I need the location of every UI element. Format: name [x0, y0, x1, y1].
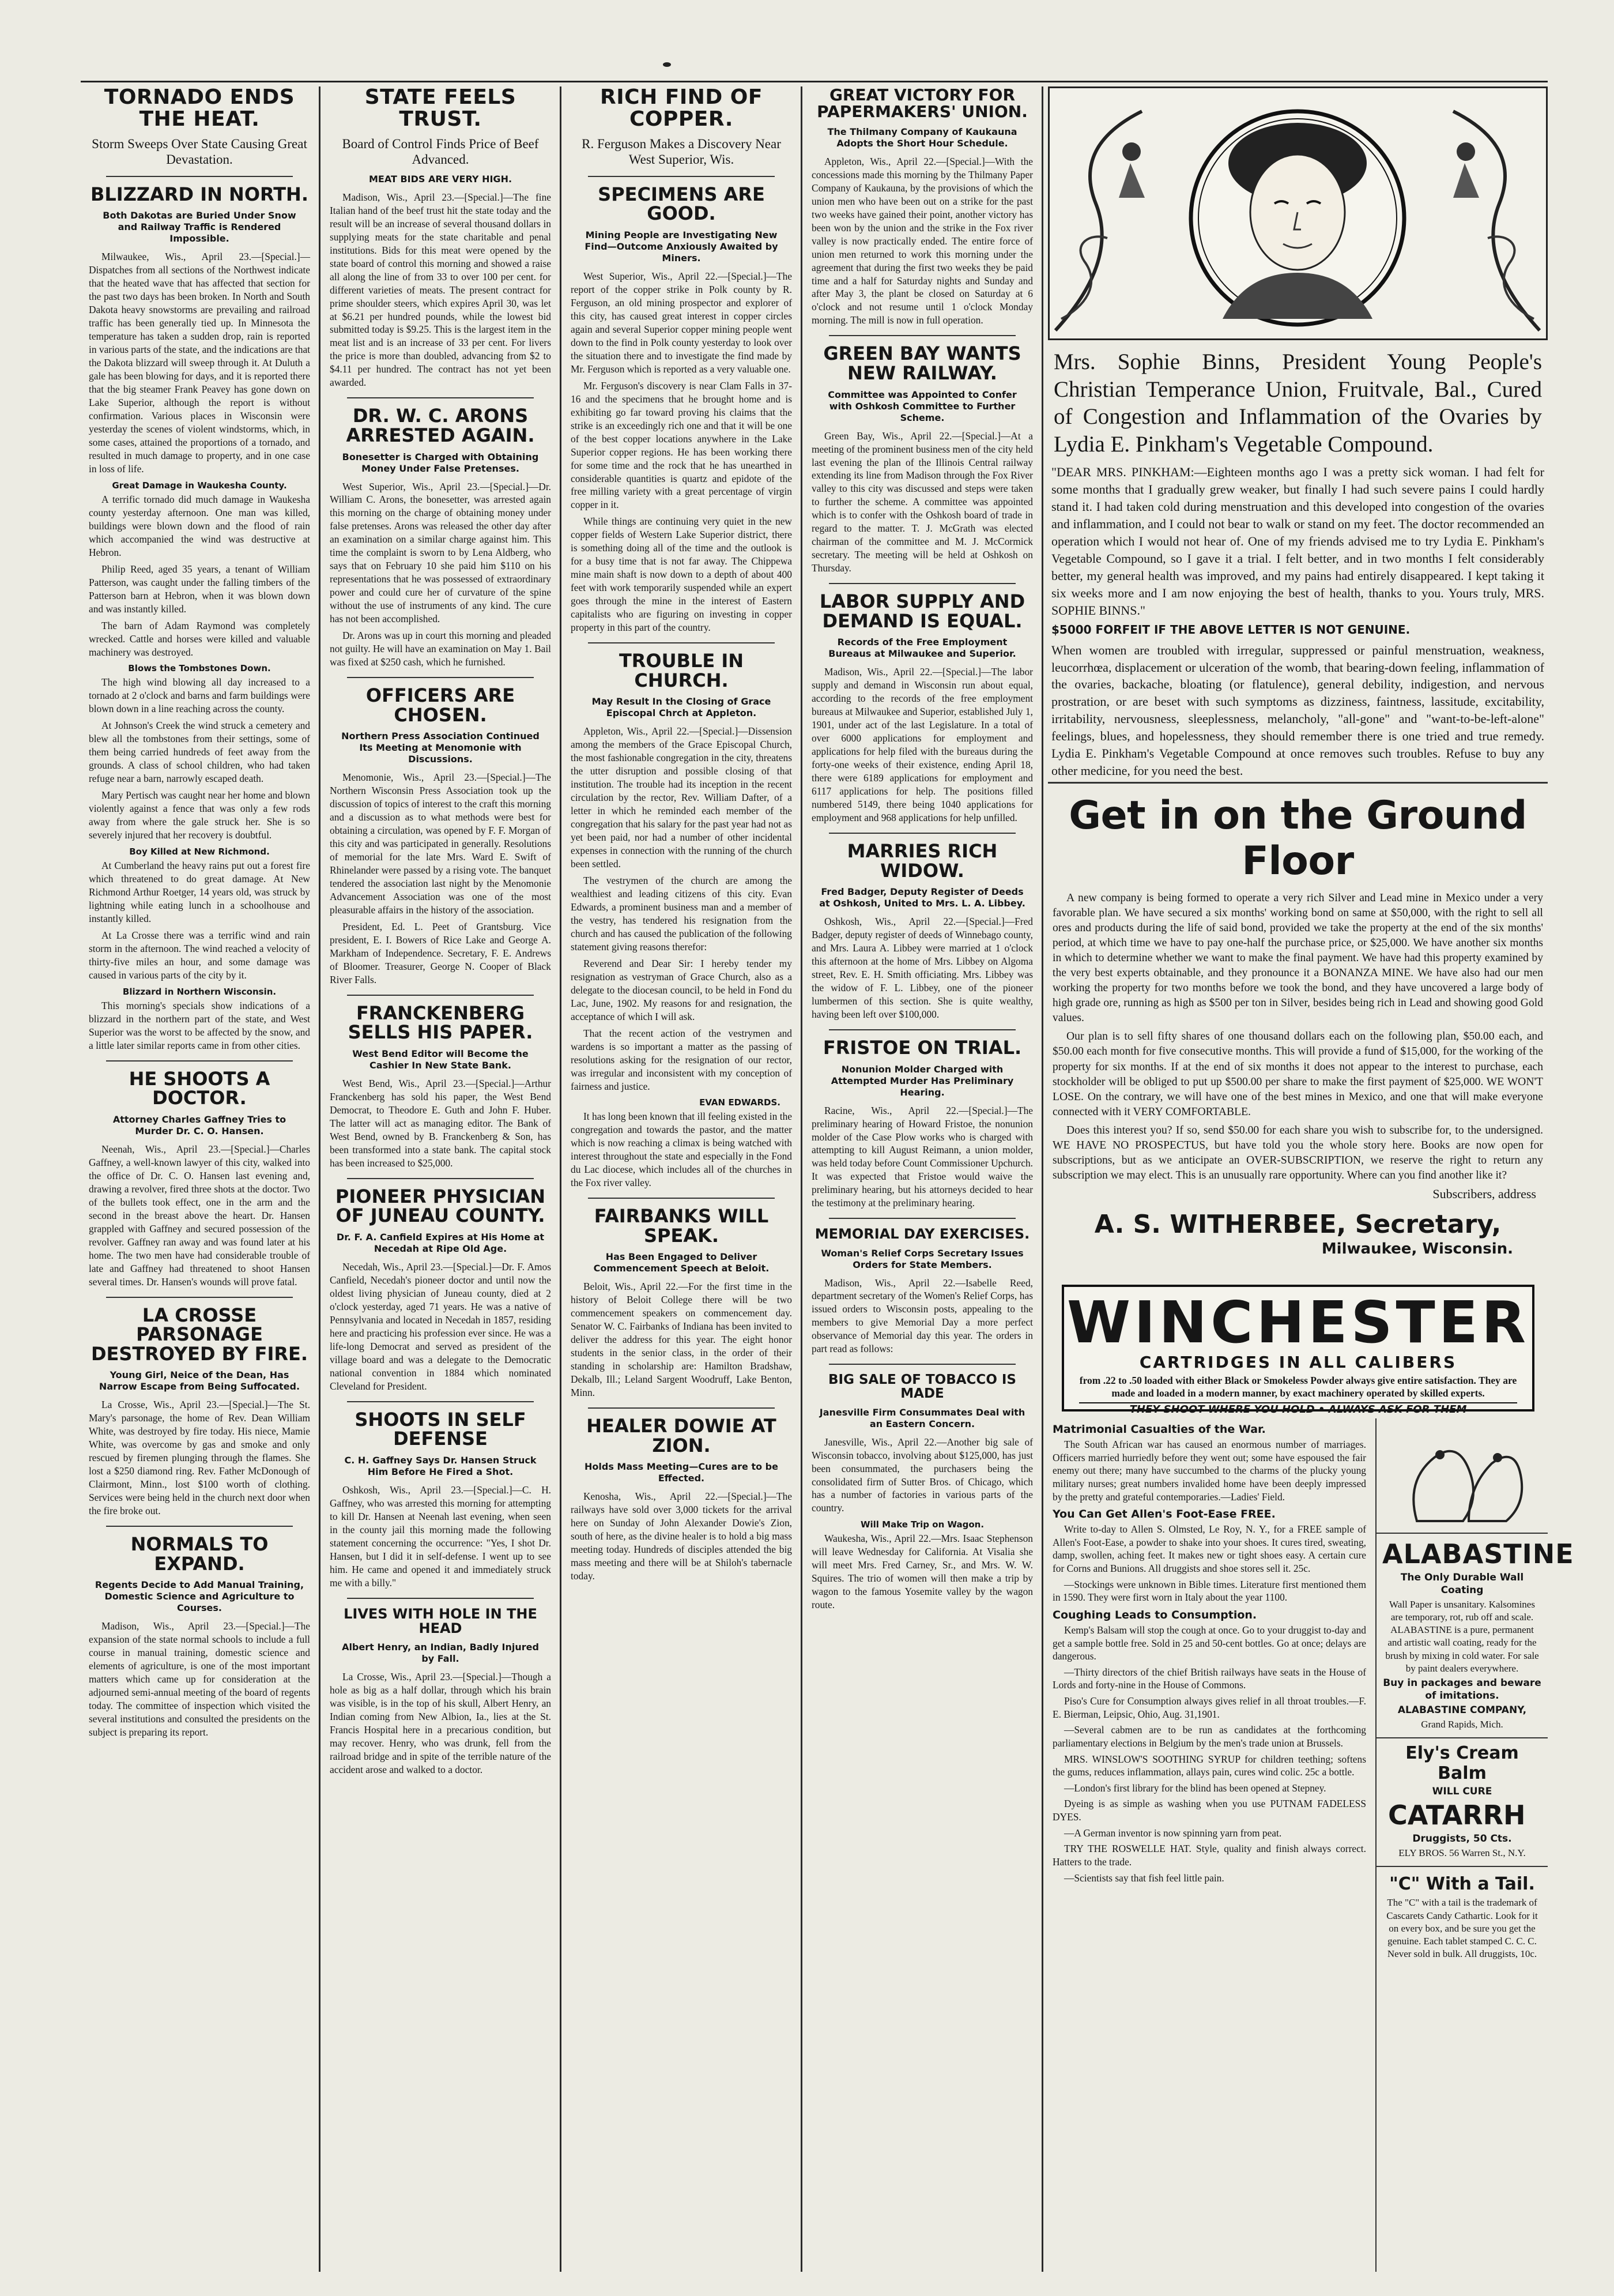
- divider: [588, 642, 775, 643]
- divider: [829, 1364, 1016, 1365]
- divider: [829, 1218, 1016, 1219]
- subhead-tornado: Storm Sweeps Over State Causing Great Devastation.: [92, 136, 307, 167]
- subhead-copper: R. Ferguson Makes a Discovery Near West Superior, Wis.: [582, 136, 781, 167]
- deck-greenbay: Committee was Appointed to Confer with Oshkosh Committee to Further Scheme.: [828, 389, 1017, 423]
- elys-price: Druggists, 50 Cts.: [1412, 1833, 1512, 1845]
- deck-normals: Regents Decide to Add Manual Training, Domestic Science and Agriculture to Courses.: [95, 1579, 304, 1614]
- divider: [347, 397, 534, 398]
- elys-catarrh: CATARRH: [1388, 1800, 1526, 1831]
- secretary-city: Milwaukee, Wisconsin.: [1321, 1240, 1513, 1258]
- headline-fristoe: FRISTOE ON TRIAL.: [823, 1036, 1022, 1059]
- article-paragraph: Dr. Arons was up in court this morning and pleaded not guilty. He will have an examination on May 1. Bail was fixed at $250 cash, which he furnished.: [330, 630, 551, 668]
- headline-doctor: HE SHOOTS A DOCTOR.: [129, 1067, 270, 1109]
- deck-dowie: Holds Mass Meeting—Cures are to be Effected.: [584, 1461, 778, 1484]
- column-3: [563, 86, 800, 2272]
- article-paragraph: West Superior, Wis., April 23.—[Special.]—Dr. William C. Arons, the bonesetter, was arrested again this morning on the charge of obtaining money under false pretenses. Arons was released the other day after an examination on a similar charge against him. This time the complaint is sworn to by Lena Aldberg, who says that on February 10 she paid him $110 on his representations that he was possessed of extraordinary power and could cure her of curvature of the spine without the use of instruments of any kind. The cure has not been accomplished.: [330, 480, 551, 625]
- headline-dowie: HEALER DOWIE AT ZION.: [586, 1415, 776, 1456]
- divider: [347, 995, 534, 996]
- deck-memorial: Woman's Relief Corps Secretary Issues Orders for State Members.: [821, 1247, 1024, 1270]
- portrait-illustration: [1048, 86, 1548, 340]
- article-paragraph: At Cumberland the heavy rains put out a forest fire which threatened to do great damage. At New Richmond Arthur Roetger, 14 years old, was struck by lightning while eating lunch in a schoolhouse and instantly killed.: [89, 860, 310, 924]
- divider: [829, 833, 1016, 834]
- deck-victory: The Thilmany Company of Kaukauna Adopts the Short Hour Schedule.: [827, 126, 1017, 149]
- column-1: [81, 86, 318, 2272]
- portrait-drawing: [1050, 88, 1546, 338]
- divider: [106, 1060, 293, 1062]
- article-paragraph: Janesville, Wis., April 22.—Another big sale of Wisconsin tobacco, involving about $125,000, has just been consummated, the purchasers being the consolidated firm of Sutter Bros. of Chicago, which has a number of factories in various parts of the country.: [812, 1436, 1033, 1514]
- column-4: [804, 86, 1041, 2272]
- article-paragraph: The barn of Adam Raymond was completely wrecked. Cattle and horses were killed and valuable machinery was destroyed.: [89, 619, 310, 658]
- deck-trouble: May Result In the Closing of Grace Episcopal Chrch at Appleton.: [591, 696, 771, 719]
- article-paragraph: Beloit, Wis., April 22.—For the first time in the history of Beloit College there will be two commencement speakers on commencement day. Senator W. C. Fairbanks of Indiana has been invited to deliver the address for this year. The eight honor students in the senior class, in the order of their standing in scholarship are: Hamilton Bradshaw, Dekalb, Ill.; Leland Sargent Woodruff, Lake Benton, Minn.: [571, 1281, 792, 1399]
- headline-officers: OFFICERS ARE CHOSEN.: [365, 684, 515, 726]
- secretary-name: A. S. WITHERBEE, Secretary,: [1094, 1209, 1502, 1239]
- deck-tobacco: Janesville Firm Consummates Deal with an Eastern Concern.: [819, 1406, 1025, 1429]
- headline-tobacco: BIG SALE OF TOBACCO IS MADE: [828, 1372, 1016, 1402]
- divider: [588, 1407, 775, 1409]
- elys-address: ELY BROS. 56 Warren St., N.Y.: [1398, 1847, 1526, 1859]
- divider: [588, 176, 775, 177]
- alabastine-title: ALABASTINE: [1382, 1538, 1574, 1569]
- column-rule: [801, 86, 802, 2272]
- headline-normals: NORMALS TO EXPAND.: [130, 1533, 269, 1575]
- divider: [347, 1401, 534, 1402]
- divider: [588, 1198, 775, 1199]
- alabastine-sub: The Only Durable Wall Coating: [1400, 1572, 1524, 1597]
- deck-fairbanks: Has Been Engaged to Deliver Commencement Speech at Beloit.: [593, 1251, 770, 1274]
- deck-franckenberg: West Bend Editor will Become the Cashier In New State Bank.: [352, 1048, 529, 1071]
- column-2: [322, 86, 559, 2272]
- subscribers-address: Subscribers, address: [1432, 1186, 1536, 1201]
- miscellany-column: [1048, 1418, 1371, 2272]
- deck-officers: Northern Press Association Continued Its Meeting at Menomonie with Discussions.: [341, 731, 540, 765]
- article-paragraph: Milwaukee, Wis., April 23.—[Special.]—Dispatches from all sections of the Northwest indicate that the heated wave that has affected that section for the past two days has been broken. In North and South Dakota heavy snowstorms are prevailing and railroad traffic has been generally tied up. In Minnesota the temperature has taken a sudden drop, rain is reported in various parts of the state, and the indications are that the Dakota blizzard will sweep through it. At Duluth a gale has been blowing for days, and it is reported there that the big steamer Frank Peavey has gone down on Lake Superior, although the report is without confirmation. Various places in Wisconsin were yesterday the scenes of violent windstorms, which, in some cases, attained the proportions of a tornado, and resulted in much damage to property, and in one case in loss of life.: [89, 251, 310, 475]
- headline-arons: DR. W. C. ARONS ARRESTED AGAIN.: [346, 405, 535, 446]
- headline-hole: LIVES WITH HOLE IN THE HEAD: [344, 1605, 537, 1636]
- column-rule: [319, 86, 320, 2272]
- article-paragraph: Neenah, Wis., April 23.—[Special.]—Charles Gaffney, a well-known lawyer of this city, walked into the office of Dr. C. O. Hansen last evening and, drawing a revolver, fired three shots at the doctor. Two of the bullets took effect, one in the arm and the second in the breast above the heart. Dr. Hansen grappled with Gaffney and secured possession of the revolver. Gaffney ran away and was found later at his home. The two men have had considerable trouble of late and Gaffney had threatened to shoot Hansen several times. Dr. Hansen's wounds will prove fatal.: [89, 1143, 310, 1288]
- cascarets-advertisement: [1377, 1867, 1548, 1966]
- column-rule: [1042, 86, 1043, 2272]
- article-paragraph: Appleton, Wis., April 22.—[Special.]—With the concessions made this morning by the Thilmany Paper Company of Kaukauna, by the provisions of which the union men who have been out on a strike for the past two weeks have gained their point, another victory has been won by the union and the strike in the Fox river valley is now practically ended. The entire force of union men returned to work this morning under the agreement that during the first two weeks they be paid time and a half for Saturday nights and Sunday and after May 3, the plant be closed on Saturday at 6 o'clock and not resume until 1 o'clock Monday morning. The mill is now in full operation.: [812, 155, 1033, 326]
- article-paragraph: The vestrymen of the church are among the wealthiest and leading citizens of this city. Evan Edwards, a prominent business man and a member of the vestry, has tendered his resignation from the church and has caused the publication of the following statement giving reasons therefor:: [571, 874, 792, 953]
- divider: [829, 1029, 1016, 1030]
- ground-paragraph: Our plan is to sell fifty shares of one thousand dollars each on the following plan, $50.00 each, and $50.00 each month for five consecutive months. This will provide a fund of $15,000, for the working of the property for six months. If at the end of six months it does not appear to the interest to purchase, each stockholder will be obliged to put up $500.00 per share to make the first payment of $25,000. WE WON'T LOSE. On the contrary, we will have one of the best mines in Mexico, and one that will make everyone connected with it VERY COMFORTABLE.: [1053, 1030, 1543, 1118]
- small-ads-column: [1375, 1418, 1574, 2272]
- article-paragraph: La Crosse, Wis., April 23.—[Special.]—Though a hole as big as a half dollar, through which his brain was visible, is in the top of his skull, Albert Henry, an Indian coming from New Albion, Ia., lies at the St. Francis Hospital here in a precarious condition, but may recover. Henry, who was drunk, fell from the railroad bridge and in spite of the terrible nature of the accident arose and walked to a doctor.: [330, 1670, 551, 1775]
- article-paragraph: Oshkosh, Wis., April 22.—[Special.]—Fred Badger, deputy register of deeds of Winnebago county, and Mrs. Laura A. Libbey were married at 1 o'clock this afternoon at the home of Mrs. Libbey on Algoma street, Rev. E. H. Smith officiating. Mrs. Libbey was the widow of F. L. Libbey, one of the pioneer lumbermen of this section. She is quite wealthy, having been left over $100,000.: [812, 916, 1033, 1020]
- section-head: Great Damage in Waukesha County.: [112, 480, 287, 491]
- misc-paragraph: Kemp's Balsam will stop the cough at once. Go to your druggist to-day and get a sample bottle free. Sold in 25 and 50-cent bottles. Go at once; delays are dangerous.: [1053, 1624, 1366, 1662]
- article-paragraph: Reverend and Dear Sir: I hereby tender my resignation as vestryman of Grace Church, also as a delegate to the diocesan council, to be held in Fond du Lac, June, 1902. My reasons for and resignation, the acceptance of which I will ask.: [571, 957, 792, 1022]
- misc-paragraph: Dyeing is as simple as washing when you use PUTNAM FADELESS DYES.: [1053, 1798, 1366, 1823]
- headline-greenbay: GREEN BAY WANTS NEW RAILWAY.: [823, 342, 1021, 384]
- foot-icon: [1382, 1423, 1538, 1527]
- misc-head: Matrimonial Casualties of the War.: [1053, 1423, 1266, 1436]
- misc-paragraph: —Scientists say that fish feel little pain.: [1064, 1872, 1224, 1884]
- deck-doctor: Attorney Charles Gaffney Tries to Murder Dr. C. O. Hansen.: [112, 1113, 286, 1136]
- article-paragraph: A terrific tornado did much damage in Waukesha county yesterday afternoon. One man was killed, buildings were blown down and the flood of rain which accompanied the wind was destructive at Hebron.: [89, 493, 310, 558]
- article-paragraph: West Superior, Wis., April 22.—[Special.]—The report of the copper strike in Polk county by R. Ferguson, an old mining prospector and explorer of this city, has caused great interest in copper circles again and several Superior copper mining people went down to the find in Polk county yesterday to look over the situation there and to investigate the find made by Mr. Ferguson which is reported as a very valuable one.: [571, 270, 792, 375]
- pinkham-letter: "DEAR MRS. PINKHAM:—Eighteen months ago I was a pretty sick woman. I had felt for some months that I gradually grew weaker, but finally I had such severe pains I could hardly stand it. I had taken cold during menstruation and this developed into congestion of the ovaries and inflammation, and I could not bear to walk or stand on my feet. The doctor recommended an operation which I would not hear of. One of my friends advised me to try Lydia E. Pinkham's Vegetable Compound, so I gave it a trial. I felt better, and in two months I felt considerably better, my general health was improved, and my pains had entirely disappeared. I kept taking it six weeks more and I am now enjoying the best of health, thanks to you. Yours truly, MRS. SOPHIE BINNS.": [1051, 465, 1544, 618]
- signature: EVAN EDWARDS.: [699, 1097, 780, 1108]
- headline-specimens: SPECIMENS ARE GOOD.: [598, 183, 765, 225]
- winchester-subtitle: CARTRIDGES IN ALL CALIBERS: [1139, 1353, 1457, 1372]
- ground-floor-title: Get in on the Ground Floor: [1069, 793, 1527, 884]
- alabastine-body: Wall Paper is unsanitary. Kalsomines are temporary, rot, rub off and scale. ALABASTINE is a pure, permanent and artistic wall coating, ready for the brush by mixing in cold water. For sale by paint dealers everywhere.: [1385, 1599, 1539, 1674]
- article-paragraph: La Crosse, Wis., April 23.—[Special.]—The St. Mary's parsonage, the home of Rev. Dean William White, was destroyed by fire today. His niece, Mamie White, was overcome by gas and smoke and only rescued by firemen plunging through the flames. She lost a $250 diamond ring. Rev. Father McDonough of Clairmont, Minn., lost $100 worth of clothing. Services were being held in the church next door when the fire broke out.: [89, 1399, 310, 1517]
- section-head: Will Make Trip on Wagon.: [860, 1519, 985, 1530]
- misc-paragraph: Write to-day to Allen S. Olmsted, Le Roy, N. Y., for a FREE sample of Allen's Foot-Ease, a powder to shake into your shoes. It cures tired, sweating, damp, swollen, aching feet. It makes new or tight shoes easy. A certain cure for Corns and Bunions. All druggists and shoe stores sell it. 25c.: [1053, 1523, 1366, 1574]
- article-paragraph: At La Crosse there was a terrific wind and rain storm in the afternoon. The wind reached a velocity of thirty-five miles an hour, and some damage was caused in various parts of the city by it.: [89, 929, 310, 981]
- misc-paragraph: TRY THE ROSWELLE HAT. Style, quality and finish always correct. Hatters to the trade.: [1053, 1843, 1366, 1868]
- deck-fristoe: Nonunion Molder Charged with Attempted Murder Has Preliminary Hearing.: [831, 1063, 1014, 1098]
- ornament-dot: [663, 62, 671, 67]
- article-paragraph: The high wind blowing all day increased to a tornado at 2 o'clock and barns and farm buildings were blown down in a line reaching across the county.: [89, 676, 310, 715]
- headline-memorial: MEMORIAL DAY EXERCISES.: [814, 1226, 1030, 1243]
- deck-pioneer: Dr. F. A. Canfield Expires at His Home at Necedah at Ripe Old Age.: [336, 1231, 545, 1254]
- article-paragraph: Necedah, Wis., April 23.—[Special.]—Dr. F. Amos Canfield, Necedah's pioneer doctor and until now the oldest living physician of Juneau county, died at 2 o'clock yesterday, aged 71 years. He was a native of Pennsylvania and located in Necedah in 1857, residing here and practicing his profession ever since. He was a life-long Democrat and served as president of the village board and was a delegate to the Democratic national convention in 1884 which nominated Cleveland for President.: [330, 1260, 551, 1392]
- deck-widow: Fred Badger, Deputy Register of Deeds at Oshkosh, United to Mrs. L. A. Libbey.: [819, 886, 1025, 909]
- headline-selfdefense: SHOOTS IN SELF DEFENSE: [355, 1408, 526, 1450]
- misc-paragraph: MRS. WINSLOW'S SOOTHING SYRUP for children teething; softens the gums, reduces inflammation, allays pain, cures wind colic. 25c a bottle.: [1053, 1753, 1366, 1778]
- headline-victory: GREAT VICTORY FOR PAPERMAKERS' UNION.: [817, 85, 1028, 122]
- column-rule: [560, 86, 561, 2272]
- divider: [347, 1598, 534, 1599]
- article-paragraph: Waukesha, Wis., April 22.—Mrs. Isaac Stephenson will leave Wednesday for California. At Visalia she will meet Mrs. Fred Carney, Sr., and Mrs. W. W. Squires. The trio of women will then make a trip by wagon to the famous Yosemite valley by the wagon route.: [812, 1533, 1033, 1611]
- misc-paragraph: —Stockings were unknown in Bible times. Literature first mentioned them in 1590. They were first worn in Italy about the year 1100.: [1053, 1578, 1366, 1604]
- article-paragraph: It has long been known that ill feeling existed in the congregation and towards the pastor, and the matter which is now reaching a climax is being watched with interest throughout the state and especially in the Fond du Lac diocese, which includes all of the churches in the Fox river valley.: [571, 1111, 792, 1189]
- misc-head: You Can Get Allen's Foot-Ease FREE.: [1053, 1508, 1276, 1521]
- deck-selfdefense: C. H. Gaffney Says Dr. Hansen Struck Him Before He Fired a Shot.: [344, 1454, 537, 1477]
- section-head: Boy Killed at New Richmond.: [129, 846, 270, 857]
- divider: [829, 335, 1016, 336]
- pinkham-forfeit: $5000 FORFEIT IF THE ABOVE LETTER IS NOT GENUINE.: [1051, 623, 1411, 637]
- deck-hole: Albert Henry, an Indian, Badly Injured by Fall.: [342, 1641, 539, 1664]
- headline-trouble: TROUBLE IN CHURCH.: [619, 650, 744, 691]
- divider: [106, 1297, 293, 1298]
- headline-tornado: TORNADO ENDS THE HEAT.: [104, 85, 295, 131]
- headline-copper: RICH FIND OF COPPER.: [600, 85, 763, 131]
- pinkham-closing: When women are troubled with irregular, suppressed or painful menstruation, weakness, leucorrhœa, displacement or ulceration of the womb, that bearing-down feeling, inflammation of the ovaries, backache, bloating (or flatulence), general debility, indigestion, and nervous prostration, or are beset with such symptoms as dizziness, faintness, lassitude, excitability, irritability, nervousness, sleeplessness, melancholy, "all-gone" and "want-to-be-left-alone" feelings, blues, and hopelessness, they should remember there is one tried and true remedy. Lydia E. Pinkham's Vegetable Compound at once removes such troubles. Refuse to buy any other medicine, for you need the best.: [1051, 642, 1544, 778]
- article-paragraph: This morning's specials show indications of a blizzard in the northern part of the state, and West Superior was the worst to be affected by the snow, and a little later similar reports came in from other cities.: [89, 999, 310, 1051]
- feet-illustration: [1377, 1418, 1548, 1534]
- alabastine-company: ALABASTINE COMPANY,: [1397, 1704, 1527, 1716]
- divider: [106, 1526, 293, 1527]
- elys-sub: WILL CURE: [1432, 1786, 1492, 1798]
- winchester-advertisement: [1062, 1285, 1534, 1416]
- misc-paragraph: —A German inventor is now spinning yarn from peat.: [1064, 1827, 1282, 1839]
- article-paragraph: Philip Reed, aged 35 years, a tenant of William Patterson, was caught under the falling timbers of the Patterson barn at Hebron, when it was blown down and was instantly killed.: [89, 563, 310, 615]
- article-paragraph: Racine, Wis., April 22.—[Special.]—The preliminary hearing of Howard Fristoe, the nonunion molder of the Case Plow works who is charged with attempting to kill August Reimann, a union molder, was held today before Count Commissioner Upchurch. It was expected that Fristoe would waive the preliminary hearing, but his attorneys decided to hear the testimony at the preliminary hearing.: [812, 1104, 1033, 1209]
- ground-paragraph: Does this interest you? If so, send $50.00 for each share you wish to subscribe for, to the undersigned. WE HAVE NO PROSPECTUS, but have told you the whole story here. Books are now open for subscriptions, but as we anticipate an OVER-SUBSCRIPTION, we reserve the right to return any subscription we may elect. This is an unusually rare opportunity. Where can you find another like it?: [1053, 1124, 1543, 1181]
- newspaper-page: [81, 85, 1574, 2272]
- alabastine-advertisement: [1377, 1534, 1574, 1738]
- article-paragraph: Mr. Ferguson's discovery is near Clam Falls in 37-16 and the specimens that he brought home and is exhibiting go far toward proving his claims that the strike is an exceedingly rich one and that it will be one of the best copper locations anywhere in the Lake Superior copper regions. He has been working there for some time and the rock that he has unearthed in considerable quantities is quartz and epidote of the free milling variety with a great percentage of virgin copper in it.: [571, 379, 792, 511]
- deck-lacrosse: Young Girl, Neice of the Dean, Has Narrow Escape from Being Suffocated.: [99, 1369, 300, 1392]
- misc-paragraph: —Thirty directors of the chief British railways have seats in the House of Lords and forty-nine in the House of Commons.: [1053, 1666, 1366, 1691]
- section-head: Blows the Tombstones Down.: [128, 663, 271, 674]
- deck-labor: Records of the Free Employment Bureaus at Milwaukee and Superior.: [828, 637, 1016, 660]
- section-head: Blizzard in Northern Wisconsin.: [122, 986, 277, 997]
- divider: [829, 583, 1016, 584]
- divider: [347, 677, 534, 678]
- divider: [106, 176, 293, 177]
- advertisement-area: [1048, 86, 1574, 2272]
- pinkham-caption: Mrs. Sophie Binns, President Young People's Christian Temperance Union, Fruitvale, Bal., Cured of Congestion and Inflammation of the Ovaries by Lydia E. Pinkham's Vegetable Compound.: [1054, 349, 1542, 457]
- article-paragraph: Madison, Wis., April 23.—[Special.]—The expansion of the state normal schools to include a full course in manual training, domestic science and elements of agriculture, is one of the most important matters which came up for consideration at the adjourned semi-annual meeting of the board of regents today. The committee of inspection which visited the several institutions and consulted the presidents on the subject is preparing its report.: [89, 1620, 310, 1738]
- article-paragraph: While things are continuing very quiet in the new copper fields of Western Lake Superior district, there is something doing all of the time and the outlook is for a busy time that is not far away. The Chippewa mine main shaft is now down to a depth of about 400 feet with work temporarily suspended while an expert goes through the mine in the interest of Eastern capitalists who are figuring on investing in copper property in this part of the country.: [571, 515, 792, 634]
- article-paragraph: Madison, Wis., April 23.—[Special.]—The fine Italian hand of the beef trust hit the state today and the result will be an increase of several thousand dollars in supplying meats for the state charitable and penal institutions. Bids for this meat were opened by the state board of control this morning and showed a raise all along the line of from 33 to over 100 per cent. for different varieties of meats. The present contract for prime shoulder steers, which expires April 30, was let at $6.21 per hundred pounds, while the lowest bid submitted today is $9.25. This is the largest item in the meat list and is an increase of 33 per cent. For livers the price is more than doubled, advancing from $2 to $4.11 per hundred. The contract has not yet been awarded.: [330, 191, 551, 389]
- ground-paragraph: A new company is being formed to operate a very rich Silver and Lead mine in Mexico under a very favorable plan. We have secured a six months' working bond on same at $50,000, with the right to sell all ores and products during the life of said bond, provided we take the property at the end of the six months' period, at which time we have to pay one-half the purchase price, or $25,000. We have another six months in which to determine whether we want to make the final payment. We have had this property examined by the very best experts obtainable, and they pronounce it a BONANZA MINE. We have also had our men working the property for two months before we took the bond, and they have uncovered a large body of high grade ore, running as high as $500 per ton in Silver, besides being rich in Lead and showing good Gold values.: [1053, 892, 1543, 1025]
- divider: [347, 1178, 534, 1179]
- ground-floor-advertisement: [1048, 773, 1548, 1258]
- deck-trust: MEAT BIDS ARE VERY HIGH.: [368, 173, 512, 185]
- misc-head: Coughing Leads to Consumption.: [1053, 1608, 1257, 1621]
- winchester-tagline: THEY SHOOT WHERE YOU HOLD • ALWAYS ASK FOR THEM: [1079, 1402, 1517, 1416]
- deck-arons: Bonesetter is Charged with Obtaining Money Under False Pretenses.: [342, 451, 539, 474]
- headline-pioneer: PIONEER PHYSICIAN OF JUNEAU COUNTY.: [335, 1185, 546, 1227]
- article-paragraph: Green Bay, Wis., April 22.—[Special.]—At a meeting of the prominent business men of the city held last evening the plan of the Illinois Central railway extending its line from Madison through the Fox River valley to this city was discussed and steps were taken to further the scheme. A committee was appointed which is to confer with the Oshkosh board of trade in regard to the matter. T. J. McGrath was elected chairman of the committee and M. J. McCormick secretary. The meeting will be held at Oshkosh on Thursday.: [812, 430, 1033, 574]
- elys-advertisement: [1377, 1738, 1548, 1867]
- headline-blizzard: BLIZZARD IN NORTH.: [90, 183, 308, 205]
- headline-trust: STATE FEELS TRUST.: [364, 85, 516, 131]
- alabastine-buy: Buy in packages and beware of imitations.: [1383, 1677, 1541, 1702]
- headline-fairbanks: FAIRBANKS WILL SPEAK.: [594, 1205, 769, 1247]
- article-paragraph: Madison, Wis., April 22.—[Special.]—The labor supply and demand in Wisconsin run about equal, according to the records of the free employment bureaus at Milwaukee and Superior, established July 1, 1901, under act of the last Legislature. In a total of over 6000 applications for employment and applications for help filed with the bureaus during the forty-one weeks of their existence, ending April 18, there were 6189 applications for employment and 6117 applications for help. The positions filled numbered 5149, there being 1040 applications for employment and 968 applications for help unfilled.: [812, 666, 1033, 824]
- top-rule: [81, 81, 1548, 82]
- winchester-body: from .22 to .50 loaded with either Black or Smokeless Powder always give entire satisfaction. They are made and loaded in a modern manner, by exact machinery operated by skilled experts.: [1079, 1375, 1517, 1399]
- deck-blizzard: Both Dakotas are Buried Under Snow and Railway Traffic is Rendered Impossible.: [103, 210, 296, 244]
- article-paragraph: President, Ed. L. Peet of Grantsburg. Vice president, E. I. Bowers of Rice Lake and George A. Markham of Independence. Secretary, F. E. Andrews of Bloomer. Treasurer, George N. Cooper of Black River Falls.: [330, 920, 551, 985]
- article-paragraph: Menomonie, Wis., April 23.—[Special.]—The Northern Wisconsin Press Association took up the discussion of topics of interest to the craft this morning and a discussion as to what methods were best for obtaining a circulation, was opened by F. F. Morgan of this city and was participated in generally. Resolutions of memorial for the late Mrs. Ward E. Swift of Rhinelander were passed by a rising vote. The banquet tendered the association last night by the Menomonie Advancement Association was one of the most pleasurable affairs in the history of the association.: [330, 771, 551, 916]
- headline-labor: LABOR SUPPLY AND DEMAND IS EQUAL.: [819, 590, 1025, 632]
- article-paragraph: Mary Pertisch was caught near her home and blown violently against a fence that was only a few rods away from where the gale struck her. She is so severely injured that her recovery is doubtful.: [89, 789, 310, 841]
- headline-lacrosse: LA CROSSE PARSONAGE DESTROYED BY FIRE.: [90, 1304, 308, 1365]
- subhead-trust: Board of Control Finds Price of Beef Advanced.: [342, 136, 539, 167]
- elys-title: Ely's Cream Balm: [1405, 1743, 1519, 1784]
- cascarets-body: The "C" with a tail is the trademark of Cascarets Candy Cathartic. Look for it on every box, and be sure you get the genuine. Each tablet stamped C. C. C. Never sold in bulk. All druggists, 10c.: [1386, 1897, 1538, 1959]
- headline-franckenberg: FRANCKENBERG SELLS HIS PAPER.: [348, 1002, 533, 1044]
- misc-paragraph: —London's first library for the blind has been opened at Stepney.: [1064, 1782, 1326, 1794]
- divider: [1048, 782, 1548, 784]
- misc-paragraph: The South African war has caused an enormous number of marriages. Officers married hurriedly before they went out; some have espoused the fair enemy out there; many have succumbed to the charms of the plucky young military nurses; great numbers invalided home have been deeply impressed by the pretty and grateful contemporaries.—Ladies' Field.: [1053, 1439, 1366, 1503]
- article-paragraph: At Johnson's Creek the wind struck a cemetery and blew all the tombstones from their settings, some of them being carried hundreds of feet away from the grounds. A class of school children, who had taken refuge near a barn, narrowly escaped death.: [89, 720, 310, 785]
- winchester-title: WINCHESTER: [1066, 1289, 1530, 1356]
- misc-paragraph: Piso's Cure for Consumption always gives relief in all throat troubles.—F. E. Bierman, Leipsic, Ohio, Aug. 31,1901.: [1053, 1695, 1366, 1720]
- deck-specimens: Mining People are Investigating New Find—Outcome Anxiously Awaited by Miners.: [584, 229, 778, 264]
- article-paragraph: West Bend, Wis., April 23.—[Special.]—Arthur Franckenberg has sold his paper, the West Bend Democrat, to Theodore E. Guth and John F. Huber. The latter will act as managing editor. The Bank of West Bend, owned by B. Franckenberg & Son, has been transformed into a state bank. The capital stock has been increased to $25,000.: [330, 1077, 551, 1169]
- article-paragraph: Kenosha, Wis., April 22.—[Special.]—The railways have sold over 3,000 tickets for the arrival here on Sunday of John Alexander Dowie's Zion, south of here, as the divine healer is to hold a big mass meeting today. Hundreds of disciples attended the big mass meeting and there will be at Shiloh's tabernacle today.: [571, 1490, 792, 1582]
- headline-widow: MARRIES RICH WIDOW.: [847, 840, 998, 882]
- pinkham-advertisement: [1048, 86, 1548, 778]
- article-paragraph: Oshkosh, Wis., April 23.—[Special.]—C. H. Gaffney, who was arrested this morning for attempting to kill Dr. Hansen at Neenah last evening, when seen in the county jail this morning made the following statement concerning the occurrence: "Yes, I shot Dr. Hansen, but I did it in self-defense. I went up to see him. He came and opened it and immediately struck me with a billy.": [330, 1484, 551, 1589]
- cascarets-title: "C" With a Tail.: [1389, 1874, 1535, 1895]
- misc-paragraph: —Several cabmen are to be run as candidates at the forthcoming parliamentary elections in Belgium by the men's trade union at Brussels.: [1053, 1724, 1366, 1749]
- article-paragraph: Madison, Wis., April 22.—Isabelle Reed, department secretary of the Women's Relief Corps, has issued orders to Wisconsin posts, appealing to the members to give Memorial Day a more perfect observance of Memorial day this year. The orders in part read as follows:: [812, 1277, 1033, 1355]
- article-paragraph: That the recent action of the vestrymen and wardens is so important a matter as the passing of resolutions asking for the resignation of our rector, was irregular and inconsistent with my conception of fairness and justice.: [571, 1027, 792, 1092]
- article-paragraph: Appleton, Wis., April 22.—[Special.]—Dissension among the members of the Grace Episcopal Church, the most fashionable congregation in the city, threatens the utter disruption and possible closing of that institution. The trouble had its inception in the recent circulation by the rector, Rev. William Dafter, of a letter in which he reminded each member of the congregation that his salary for the past year had not as yet been paid, nor had a number of other incidental expenses in connection with the running of the church been settled.: [571, 725, 792, 870]
- alabastine-city: Grand Rapids, Mich.: [1421, 1719, 1503, 1730]
